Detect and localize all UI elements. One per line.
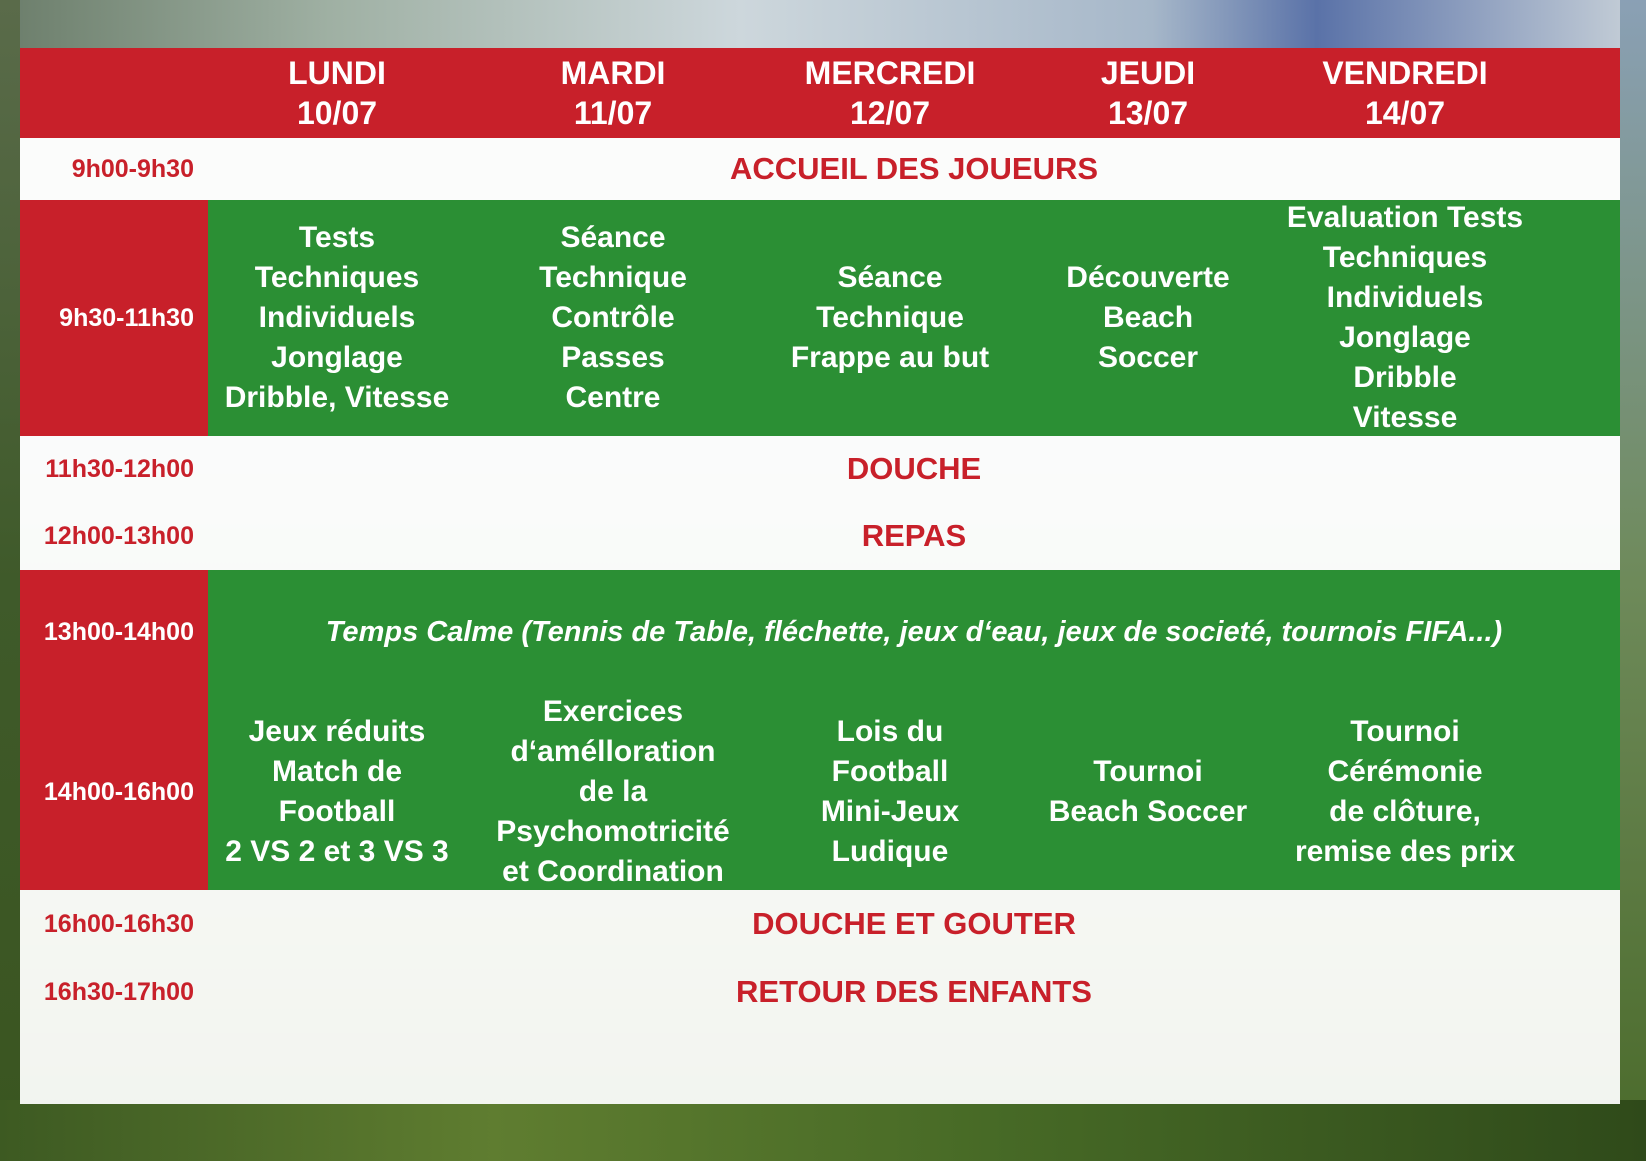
day-header-lundi: [202, 48, 472, 138]
header-row: [20, 48, 1620, 138]
banner-gouter: DOUCHE ET GOUTER: [752, 906, 1076, 941]
day-header-jeudi: [1013, 48, 1283, 138]
activity-cell-mardi: Séance Technique Contrôle Passes Centre: [539, 221, 687, 414]
background-photo-bottom: [0, 1100, 1646, 1161]
schedule-table: [20, 48, 1620, 1104]
row-temps-calme: [20, 570, 1620, 694]
time-label: 11h30-12h00: [45, 454, 194, 483]
activity-cell-lundi: Tests Techniques Individuels Jonglage Dribble, Vitesse: [224, 221, 450, 414]
activity-cell-jeudi: Tournoi Beach Soccer: [1048, 755, 1248, 828]
time-label: 9h00-9h30: [71, 154, 194, 183]
activity-cell-jeudi: Découverte Beach Soccer: [1066, 261, 1230, 374]
day-date: 14/07: [1364, 95, 1446, 131]
row-gouter-retour: [20, 890, 1620, 1104]
banner-retour: RETOUR DES ENFANTS: [736, 974, 1092, 1009]
activity-cell-mercredi: Séance Technique Frappe au but: [790, 261, 990, 374]
banner-accueil: ACCUEIL DES JOUEURS: [729, 151, 1099, 186]
activity-cell-mardi: Exercices d‘amélloration de la Psychomotricité et Coordination: [496, 695, 730, 888]
day-name: MARDI: [560, 55, 666, 91]
banner-douche: DOUCHE: [846, 451, 982, 486]
activity-cell-vendredi: Tournoi Cérémonie de clôture, remise des prix: [1294, 715, 1516, 868]
background-photo-right: [1620, 0, 1646, 1161]
day-name: JEUDI: [1100, 55, 1196, 91]
time-label: 12h00-13h00: [43, 521, 194, 550]
time-label: 14h00-16h00: [43, 777, 194, 806]
day-date: 11/07: [573, 95, 653, 131]
activity-cell-mercredi: Lois du Football Mini-Jeux Ludique: [820, 715, 960, 868]
activity-cell-lundi: Jeux réduits Match de Football 2 VS 2 et 3 VS 3: [225, 715, 449, 868]
banner-repas: REPAS: [861, 518, 967, 553]
day-header-mardi: [478, 48, 748, 138]
time-label: 9h30-11h30: [59, 303, 194, 332]
row-douche-repas: [20, 436, 1620, 570]
day-name: MERCREDI: [804, 55, 976, 91]
banner-temps-calme: Temps Calme (Tennis de Table, fléchette, jeux d‘eau, jeux de societé, tournois FIFA...): [325, 615, 1503, 648]
day-date: 13/07: [1107, 95, 1189, 131]
row-accueil: [20, 138, 1620, 200]
time-label: 16h00-16h30: [43, 909, 194, 938]
time-label: 13h00-14h00: [43, 617, 194, 646]
time-label: 16h30-17h00: [43, 977, 194, 1006]
row-afternoon: [20, 694, 1620, 890]
activity-cell-vendredi: Evaluation Tests Techniques Individuels Jonglage Dribble Vitesse: [1286, 201, 1524, 434]
day-header-mercredi: [755, 48, 1025, 138]
background-photo-left: [0, 0, 20, 1161]
day-date: 12/07: [849, 95, 931, 131]
day-header-vendredi: [1270, 48, 1540, 138]
day-name: LUNDI: [288, 55, 386, 91]
day-name: VENDREDI: [1322, 55, 1488, 91]
row-morning: [20, 200, 1620, 436]
day-date: 10/07: [296, 95, 378, 131]
